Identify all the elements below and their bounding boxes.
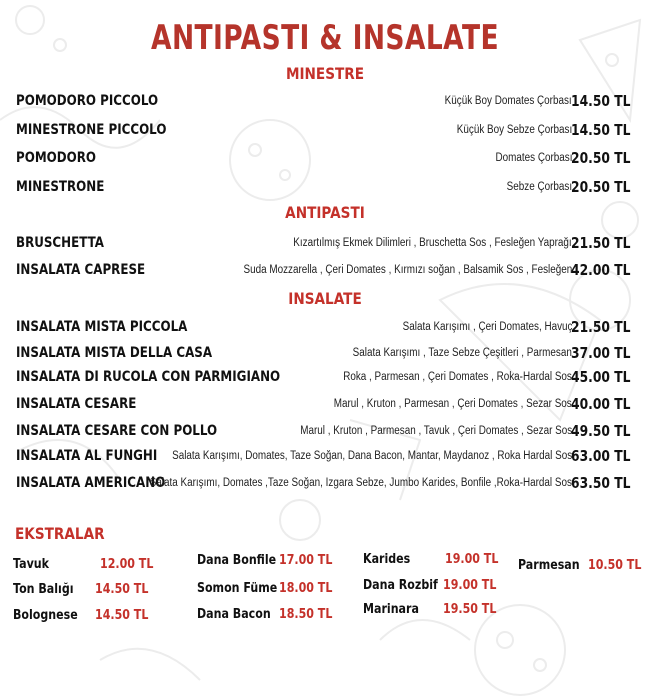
extra-item: [13, 606, 183, 626]
extra-name: Dana Bacon: [197, 607, 271, 622]
item-name: INSALATA MISTA DELLA CASA: [16, 345, 213, 361]
extra-price: 17.00 TL: [279, 553, 333, 568]
item-price: 40.00 TL: [570, 395, 630, 413]
extra-name: Parmesan: [518, 558, 580, 573]
extras-heading: EKSTRALAR: [15, 524, 105, 543]
item-description: Salata Karışımı, Domates ,Taze Soğan, Izgara Sebze, Jumbo Karides, Bonfile ,Roka-Hardal Sos: [149, 477, 572, 489]
item-price: 21.50 TL: [570, 318, 630, 336]
item-description: Marul , Kruton , Parmesan , Çeri Domates , Sezar Sos: [333, 398, 572, 410]
item-name: POMODORO PICCOLO: [16, 93, 159, 109]
item-description: Küçük Boy Sebze Çorbası: [456, 124, 572, 136]
item-description: Sebze Çorbası: [506, 181, 572, 193]
item-name: INSALATA MISTA PICCOLA: [16, 319, 188, 335]
item-name: INSALATA CAPRESE: [16, 262, 146, 278]
menu-item: [16, 392, 630, 416]
menu-item: [16, 315, 630, 339]
item-description: Roka , Parmesan , Çeri Domates , Roka-Hardal Sos: [343, 371, 572, 383]
item-price: 45.00 TL: [570, 368, 630, 386]
extra-name: Ton Balığı: [13, 582, 74, 597]
item-name: MINESTRONE PICCOLO: [16, 122, 167, 138]
extra-item: [13, 580, 183, 600]
extra-name: Bolognese: [13, 608, 78, 623]
item-price: 37.00 TL: [570, 344, 630, 362]
item-price: 49.50 TL: [570, 422, 630, 440]
item-description: Marul , Kruton , Parmesan , Tavuk , Çeri Domates , Sezar Sos: [300, 425, 572, 437]
menu-item: [16, 419, 630, 443]
item-price: 42.00 TL: [570, 261, 630, 279]
menu-item: [16, 258, 630, 282]
menu-item: [16, 146, 630, 170]
item-name: INSALATA AMERICANO: [16, 475, 166, 491]
extra-price: 10.50 TL: [588, 558, 642, 573]
item-description: Suda Mozzarella , Çeri Domates , Kırmızı soğan , Balsamik Sos , Fesleğen: [243, 264, 572, 276]
item-description: Küçük Boy Domates Çorbası: [445, 95, 572, 107]
menu-item: [16, 118, 630, 142]
item-price: 63.50 TL: [570, 474, 630, 492]
menu-title: ANTIPASTI & INSALATE: [151, 18, 499, 58]
item-name: POMODORO: [16, 150, 97, 166]
extra-item: [197, 551, 347, 571]
extra-item: [363, 576, 503, 596]
item-name: INSALATA AL FUNGHI: [16, 448, 158, 464]
menu-item: [16, 471, 630, 495]
item-name: MINESTRONE: [16, 179, 105, 195]
extra-name: Dana Rozbif: [363, 578, 438, 593]
item-description: Salata Karışımı, Domates, Taze Soğan, Dana Bacon, Mantar, Maydanoz , Roka Hardal Sos: [171, 450, 572, 462]
extra-name: Dana Bonfile: [197, 553, 277, 568]
item-price: 14.50 TL: [570, 92, 630, 110]
extra-price: 19.00 TL: [443, 578, 497, 593]
menu-item: [16, 175, 630, 199]
menu-item: [16, 365, 630, 389]
extra-price: 18.50 TL: [279, 607, 333, 622]
extra-price: 19.50 TL: [443, 602, 497, 617]
item-name: INSALATA CESARE CON POLLO: [16, 423, 218, 439]
item-description: Domates Çorbası: [495, 152, 572, 164]
menu-item: [16, 444, 630, 468]
item-price: 20.50 TL: [570, 178, 630, 196]
item-price: 21.50 TL: [570, 234, 630, 252]
item-price: 14.50 TL: [570, 121, 630, 139]
section-heading-minestre: MINESTRE: [285, 64, 365, 83]
extra-item: [197, 579, 347, 599]
extra-price: 19.00 TL: [445, 552, 499, 567]
item-description: Salata Karışımı , Çeri Domates, Havuç: [402, 321, 572, 333]
extra-item: [363, 550, 503, 570]
item-description: Kızartılmış Ekmek Dilimleri , Bruschetta Sos , Fesleğen Yaprağı: [293, 237, 572, 249]
extra-item: [363, 600, 503, 620]
extra-name: Karides: [363, 552, 411, 567]
menu-item: [16, 89, 630, 113]
item-name: INSALATA DI RUCOLA CON PARMIGIANO: [16, 369, 281, 385]
extra-name: Tavuk: [13, 557, 49, 572]
extra-price: 14.50 TL: [95, 582, 149, 597]
item-price: 20.50 TL: [570, 149, 630, 167]
extra-item: [197, 605, 347, 625]
extra-price: 14.50 TL: [95, 608, 149, 623]
item-description: Salata Karışımı , Taze Sebze Çeşitleri , Parmesan: [352, 347, 572, 359]
extra-price: 12.00 TL: [100, 557, 154, 572]
extra-item: [518, 556, 642, 576]
menu-item: [16, 341, 630, 365]
extra-name: Somon Füme: [197, 581, 278, 596]
section-heading-insalate: INSALATE: [288, 289, 362, 308]
extra-price: 18.00 TL: [279, 581, 333, 596]
section-heading-antipasti: ANTIPASTI: [285, 203, 365, 222]
item-name: INSALATA CESARE: [16, 396, 137, 412]
item-name: BRUSCHETTA: [16, 235, 105, 251]
extra-item: [13, 555, 183, 575]
extra-name: Marinara: [363, 602, 419, 617]
item-price: 63.00 TL: [570, 447, 630, 465]
menu-item: [16, 231, 630, 255]
